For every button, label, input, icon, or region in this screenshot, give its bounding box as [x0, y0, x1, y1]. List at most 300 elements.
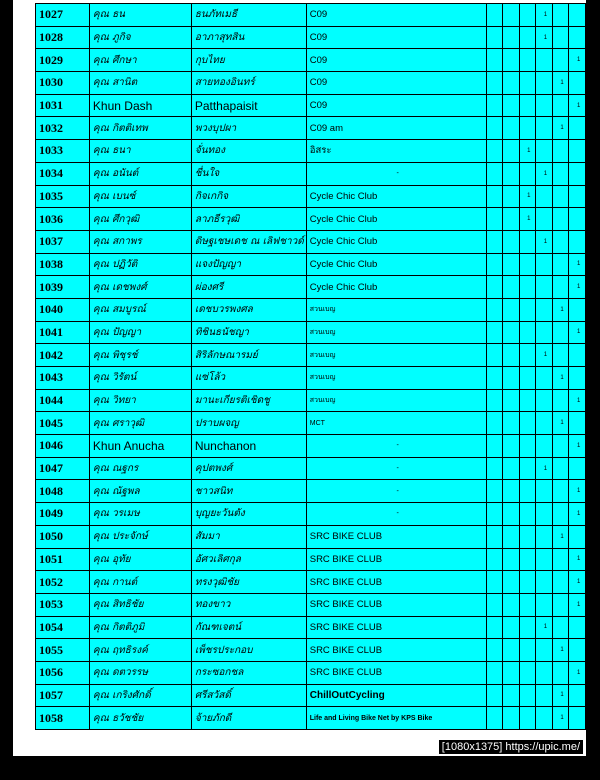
category-mark-cell — [552, 480, 569, 503]
last-name: กัณฑเจตน์ — [191, 616, 306, 639]
category-mark-cell — [486, 117, 502, 140]
category-mark-cell: 1 — [569, 49, 586, 72]
category-mark-cell: 1 — [536, 4, 553, 27]
first-name: คุณ กานต์ — [89, 571, 191, 594]
club-name: C09 am — [306, 117, 486, 140]
category-mark-cell — [536, 639, 553, 662]
last-name: จั่นทอง — [191, 140, 306, 163]
bib-number: 1054 — [36, 616, 90, 639]
category-mark-cell — [519, 72, 536, 95]
watermark: [1080x1375] https://upic.me/ — [439, 740, 583, 754]
category-mark-cell — [536, 72, 553, 95]
category-mark-cell — [552, 548, 569, 571]
table-row — [36, 616, 586, 639]
club-name: C09 — [306, 4, 486, 27]
table-row — [36, 276, 586, 299]
category-mark-cell: 1 — [552, 117, 569, 140]
club-name: SRC BIKE CLUB — [306, 548, 486, 571]
category-mark-cell — [503, 276, 519, 299]
category-mark-cell — [503, 548, 519, 571]
category-mark-cell — [536, 208, 553, 231]
category-mark-cell — [486, 435, 502, 458]
category-mark-cell — [552, 140, 569, 163]
category-mark-cell — [536, 276, 553, 299]
category-mark-cell: 1 — [569, 661, 586, 684]
bib-number: 1027 — [36, 4, 90, 27]
category-mark-cell: 1 — [552, 707, 569, 730]
table-row — [36, 525, 586, 548]
table-row — [36, 367, 586, 390]
category-mark-cell — [503, 525, 519, 548]
category-mark-cell — [486, 230, 502, 253]
table-row — [36, 503, 586, 526]
last-name: กิจเกกิจ — [191, 185, 306, 208]
category-mark-cell — [503, 4, 519, 27]
club-name: Cycle Chic Club — [306, 230, 486, 253]
document-page — [13, 0, 586, 756]
club-name: Cycle Chic Club — [306, 185, 486, 208]
category-mark-cell — [519, 639, 536, 662]
category-mark-cell — [536, 253, 553, 276]
last-name: ผ่องศรี — [191, 276, 306, 299]
category-mark-cell — [552, 389, 569, 412]
category-mark-cell — [503, 344, 519, 367]
table-row — [36, 639, 586, 662]
category-mark-cell — [569, 117, 586, 140]
category-mark-cell: 1 — [536, 230, 553, 253]
first-name: คุณ วิรัตน์ — [89, 367, 191, 390]
category-mark-cell — [552, 593, 569, 616]
category-mark-cell — [569, 616, 586, 639]
category-mark-cell: 1 — [536, 344, 553, 367]
category-mark-cell — [519, 4, 536, 27]
category-mark-cell — [552, 276, 569, 299]
category-mark-cell — [486, 72, 502, 95]
first-name: คุณ เดชพงศ์ — [89, 276, 191, 299]
last-name: แซ่โล้ว — [191, 367, 306, 390]
category-mark-cell — [486, 253, 502, 276]
category-mark-cell — [503, 230, 519, 253]
category-mark-cell — [552, 185, 569, 208]
category-mark-cell — [486, 525, 502, 548]
category-mark-cell — [486, 457, 502, 480]
last-name: ชื่นใจ — [191, 162, 306, 185]
category-mark-cell — [569, 367, 586, 390]
table-row — [36, 389, 586, 412]
last-name: มานะเกียรติเชิดชู — [191, 389, 306, 412]
bib-number: 1057 — [36, 684, 90, 707]
category-mark-cell — [536, 661, 553, 684]
table-row — [36, 435, 586, 458]
table-row — [36, 49, 586, 72]
category-mark-cell — [503, 707, 519, 730]
category-mark-cell — [552, 94, 569, 117]
table-row — [36, 162, 586, 185]
bib-number: 1034 — [36, 162, 90, 185]
category-mark-cell: 1 — [569, 253, 586, 276]
category-mark-cell — [519, 480, 536, 503]
club-name: SRC BIKE CLUB — [306, 661, 486, 684]
category-mark-cell — [519, 503, 536, 526]
category-mark-cell — [503, 117, 519, 140]
table-row — [36, 457, 586, 480]
category-mark-cell — [486, 94, 502, 117]
club-name: Cycle Chic Club — [306, 253, 486, 276]
last-name: บุญยะวันตัง — [191, 503, 306, 526]
category-mark-cell — [486, 321, 502, 344]
category-mark-cell — [536, 367, 553, 390]
category-mark-cell — [569, 208, 586, 231]
last-name: แจงปัญญา — [191, 253, 306, 276]
category-mark-cell — [503, 480, 519, 503]
club-name: - — [306, 435, 486, 458]
last-name: เพ็ชรประกอบ — [191, 639, 306, 662]
category-mark-cell — [503, 571, 519, 594]
category-mark-cell — [519, 94, 536, 117]
category-mark-cell: 1 — [569, 389, 586, 412]
category-mark-cell — [536, 140, 553, 163]
bib-number: 1035 — [36, 185, 90, 208]
category-mark-cell — [519, 412, 536, 435]
category-mark-cell — [552, 49, 569, 72]
last-name: เดชบวรพงศล — [191, 298, 306, 321]
category-mark-cell — [486, 162, 502, 185]
last-name: สัมมา — [191, 525, 306, 548]
last-name: ทิชินธนัชญา — [191, 321, 306, 344]
category-mark-cell: 1 — [552, 412, 569, 435]
category-mark-cell — [536, 117, 553, 140]
category-mark-cell: 1 — [552, 367, 569, 390]
first-name: คุณ ภูกิจ — [89, 26, 191, 49]
category-mark-cell: 1 — [552, 639, 569, 662]
category-mark-cell: 1 — [552, 298, 569, 321]
table-row — [36, 593, 586, 616]
category-mark-cell — [569, 525, 586, 548]
category-mark-cell — [486, 344, 502, 367]
last-name: Patthapaisit — [191, 94, 306, 117]
category-mark-cell — [552, 571, 569, 594]
category-mark-cell — [486, 684, 502, 707]
category-mark-cell — [519, 321, 536, 344]
category-mark-cell — [536, 525, 553, 548]
bib-number: 1047 — [36, 457, 90, 480]
table-row — [36, 140, 586, 163]
category-mark-cell — [536, 480, 553, 503]
category-mark-cell — [569, 230, 586, 253]
table-row — [36, 412, 586, 435]
category-mark-cell — [569, 185, 586, 208]
category-mark-cell: 1 — [536, 162, 553, 185]
first-name: คุณ ดตวรรษ — [89, 661, 191, 684]
category-mark-cell — [486, 593, 502, 616]
bib-number: 1030 — [36, 72, 90, 95]
category-mark-cell — [519, 117, 536, 140]
category-mark-cell: 1 — [536, 457, 553, 480]
club-name: - — [306, 503, 486, 526]
category-mark-cell — [486, 298, 502, 321]
category-mark-cell — [503, 72, 519, 95]
category-mark-cell — [552, 661, 569, 684]
table-row — [36, 661, 586, 684]
club-name: สวนเบญ — [306, 367, 486, 390]
category-mark-cell — [503, 26, 519, 49]
table-row — [36, 298, 586, 321]
category-mark-cell — [569, 412, 586, 435]
club-name: SRC BIKE CLUB — [306, 616, 486, 639]
table-row — [36, 344, 586, 367]
category-mark-cell — [519, 389, 536, 412]
category-mark-cell — [536, 571, 553, 594]
category-mark-cell — [503, 389, 519, 412]
bib-number: 1043 — [36, 367, 90, 390]
last-name: จ้ายภักดี — [191, 707, 306, 730]
club-name: C09 — [306, 49, 486, 72]
category-mark-cell: 1 — [519, 208, 536, 231]
category-mark-cell — [519, 367, 536, 390]
category-mark-cell — [569, 344, 586, 367]
club-name: Cycle Chic Club — [306, 208, 486, 231]
first-name: คุณ ธวัชชัย — [89, 707, 191, 730]
category-mark-cell — [519, 253, 536, 276]
last-name: ชาวสนิท — [191, 480, 306, 503]
club-name: - — [306, 162, 486, 185]
category-mark-cell — [519, 525, 536, 548]
table-row — [36, 26, 586, 49]
club-name: SRC BIKE CLUB — [306, 525, 486, 548]
last-name: ธนภัทเมธี — [191, 4, 306, 27]
bib-number: 1056 — [36, 661, 90, 684]
club-name: Life and Living Bike Net by KPS Bike — [306, 707, 486, 730]
table-row — [36, 72, 586, 95]
category-mark-cell — [552, 503, 569, 526]
category-mark-cell — [552, 616, 569, 639]
category-mark-cell: 1 — [552, 684, 569, 707]
bib-number: 1045 — [36, 412, 90, 435]
club-name: SRC BIKE CLUB — [306, 639, 486, 662]
category-mark-cell — [519, 162, 536, 185]
category-mark-cell — [519, 548, 536, 571]
last-name: พวงบุปผา — [191, 117, 306, 140]
category-mark-cell — [519, 276, 536, 299]
first-name: คุณ กิตติเทพ — [89, 117, 191, 140]
category-mark-cell — [569, 72, 586, 95]
bib-number: 1055 — [36, 639, 90, 662]
club-name: อิสระ — [306, 140, 486, 163]
category-mark-cell: 1 — [569, 435, 586, 458]
category-mark-cell — [519, 230, 536, 253]
club-name: - — [306, 457, 486, 480]
category-mark-cell — [569, 298, 586, 321]
bib-number: 1046 — [36, 435, 90, 458]
category-mark-cell — [536, 185, 553, 208]
category-mark-cell — [536, 548, 553, 571]
bib-number: 1051 — [36, 548, 90, 571]
first-name: คุณ ศึกษา — [89, 49, 191, 72]
category-mark-cell: 1 — [569, 94, 586, 117]
category-mark-cell — [519, 49, 536, 72]
last-name: ทองขาว — [191, 593, 306, 616]
category-mark-cell — [569, 162, 586, 185]
table-row — [36, 4, 586, 27]
club-name: C09 — [306, 26, 486, 49]
category-mark-cell: 1 — [552, 72, 569, 95]
table-row — [36, 230, 586, 253]
first-name: คุณ สมบูรณ์ — [89, 298, 191, 321]
first-name: คุณ ธนา — [89, 140, 191, 163]
first-name: คุณ ณัฐพล — [89, 480, 191, 503]
category-mark-cell: 1 — [569, 593, 586, 616]
category-mark-cell — [552, 26, 569, 49]
club-name: MCT — [306, 412, 486, 435]
category-mark-cell — [503, 639, 519, 662]
bib-number: 1040 — [36, 298, 90, 321]
table-row — [36, 117, 586, 140]
category-mark-cell — [536, 684, 553, 707]
category-mark-cell — [486, 548, 502, 571]
club-name: ChillOutCycling — [306, 684, 486, 707]
category-mark-cell — [569, 4, 586, 27]
category-mark-cell: 1 — [569, 480, 586, 503]
category-mark-cell — [486, 661, 502, 684]
bib-number: 1049 — [36, 503, 90, 526]
category-mark-cell: 1 — [536, 616, 553, 639]
bib-number: 1032 — [36, 117, 90, 140]
category-mark-cell — [569, 26, 586, 49]
first-name: คุณ พิชุรช์ — [89, 344, 191, 367]
last-name: อัศวเลิศกุล — [191, 548, 306, 571]
category-mark-cell — [503, 684, 519, 707]
first-name: คุณ วรเมษ — [89, 503, 191, 526]
category-mark-cell — [486, 389, 502, 412]
category-mark-cell — [503, 49, 519, 72]
club-name: สวนเบญ — [306, 298, 486, 321]
last-name: อาภาสุทสิน — [191, 26, 306, 49]
category-mark-cell: 1 — [519, 140, 536, 163]
first-name: คุณ ประจักษ์ — [89, 525, 191, 548]
category-mark-cell — [519, 435, 536, 458]
category-mark-cell — [503, 321, 519, 344]
last-name: ปราบผจญ — [191, 412, 306, 435]
category-mark-cell — [486, 208, 502, 231]
club-name: C09 — [306, 94, 486, 117]
category-mark-cell — [536, 298, 553, 321]
first-name: Khun Dash — [89, 94, 191, 117]
category-mark-cell — [569, 140, 586, 163]
category-mark-cell: 1 — [569, 321, 586, 344]
category-mark-cell — [536, 321, 553, 344]
first-name: คุณ สกาพร — [89, 230, 191, 253]
category-mark-cell: 1 — [569, 503, 586, 526]
first-name: คุณ ศราวุฒิ — [89, 412, 191, 435]
category-mark-cell — [552, 321, 569, 344]
first-name: คุณ ปฏิวัติ — [89, 253, 191, 276]
first-name: Khun Anucha — [89, 435, 191, 458]
category-mark-cell — [569, 707, 586, 730]
table-row — [36, 707, 586, 730]
category-mark-cell — [552, 208, 569, 231]
category-mark-cell — [536, 503, 553, 526]
category-mark-cell — [486, 140, 502, 163]
category-mark-cell — [552, 253, 569, 276]
table-row — [36, 480, 586, 503]
category-mark-cell — [536, 49, 553, 72]
first-name: คุณ ธน — [89, 4, 191, 27]
category-mark-cell — [486, 49, 502, 72]
category-mark-cell — [519, 707, 536, 730]
bib-number: 1036 — [36, 208, 90, 231]
bib-number: 1044 — [36, 389, 90, 412]
last-name: กุบไทย — [191, 49, 306, 72]
category-mark-cell — [486, 185, 502, 208]
category-mark-cell — [486, 707, 502, 730]
bib-number: 1041 — [36, 321, 90, 344]
category-mark-cell — [503, 593, 519, 616]
club-name: SRC BIKE CLUB — [306, 593, 486, 616]
bib-number: 1053 — [36, 593, 90, 616]
first-name: คุณ สิทธิชัย — [89, 593, 191, 616]
category-mark-cell — [503, 616, 519, 639]
table-row — [36, 571, 586, 594]
category-mark-cell — [503, 185, 519, 208]
category-mark-cell — [569, 639, 586, 662]
table-row — [36, 684, 586, 707]
category-mark-cell: 1 — [519, 185, 536, 208]
last-name: ศรีสวัสดิ์ — [191, 684, 306, 707]
category-mark-cell — [519, 616, 536, 639]
category-mark-cell — [503, 94, 519, 117]
last-name: กระซอกชล — [191, 661, 306, 684]
bib-number: 1048 — [36, 480, 90, 503]
category-mark-cell — [519, 457, 536, 480]
category-mark-cell — [519, 571, 536, 594]
category-mark-cell — [503, 435, 519, 458]
category-mark-cell — [536, 412, 553, 435]
bib-number: 1029 — [36, 49, 90, 72]
first-name: คุณ กิตติภูมิ — [89, 616, 191, 639]
category-mark-cell — [552, 4, 569, 27]
category-mark-cell: 1 — [569, 548, 586, 571]
first-name: คุณ วิทยา — [89, 389, 191, 412]
table-row — [36, 253, 586, 276]
first-name: คุณ เกริงศักดิ์ — [89, 684, 191, 707]
club-name: สวนเบญ — [306, 344, 486, 367]
category-mark-cell — [552, 435, 569, 458]
bib-number: 1039 — [36, 276, 90, 299]
category-mark-cell — [536, 707, 553, 730]
club-name: Cycle Chic Club — [306, 276, 486, 299]
category-mark-cell — [552, 457, 569, 480]
last-name: ทรงวุฒิชัย — [191, 571, 306, 594]
category-mark-cell — [503, 412, 519, 435]
category-mark-cell — [503, 162, 519, 185]
last-name: สายทองอินทร์ — [191, 72, 306, 95]
first-name: คุณ อุทัย — [89, 548, 191, 571]
bib-number: 1031 — [36, 94, 90, 117]
first-name: คุณ สานิต — [89, 72, 191, 95]
category-mark-cell — [503, 298, 519, 321]
bib-number: 1033 — [36, 140, 90, 163]
club-name: C09 — [306, 72, 486, 95]
table-row — [36, 185, 586, 208]
club-name: SRC BIKE CLUB — [306, 571, 486, 594]
category-mark-cell — [536, 435, 553, 458]
last-name: สิริลักษณารมย์ — [191, 344, 306, 367]
category-mark-cell — [519, 684, 536, 707]
club-name: - — [306, 480, 486, 503]
category-mark-cell — [486, 480, 502, 503]
table-row — [36, 208, 586, 231]
bib-number: 1038 — [36, 253, 90, 276]
